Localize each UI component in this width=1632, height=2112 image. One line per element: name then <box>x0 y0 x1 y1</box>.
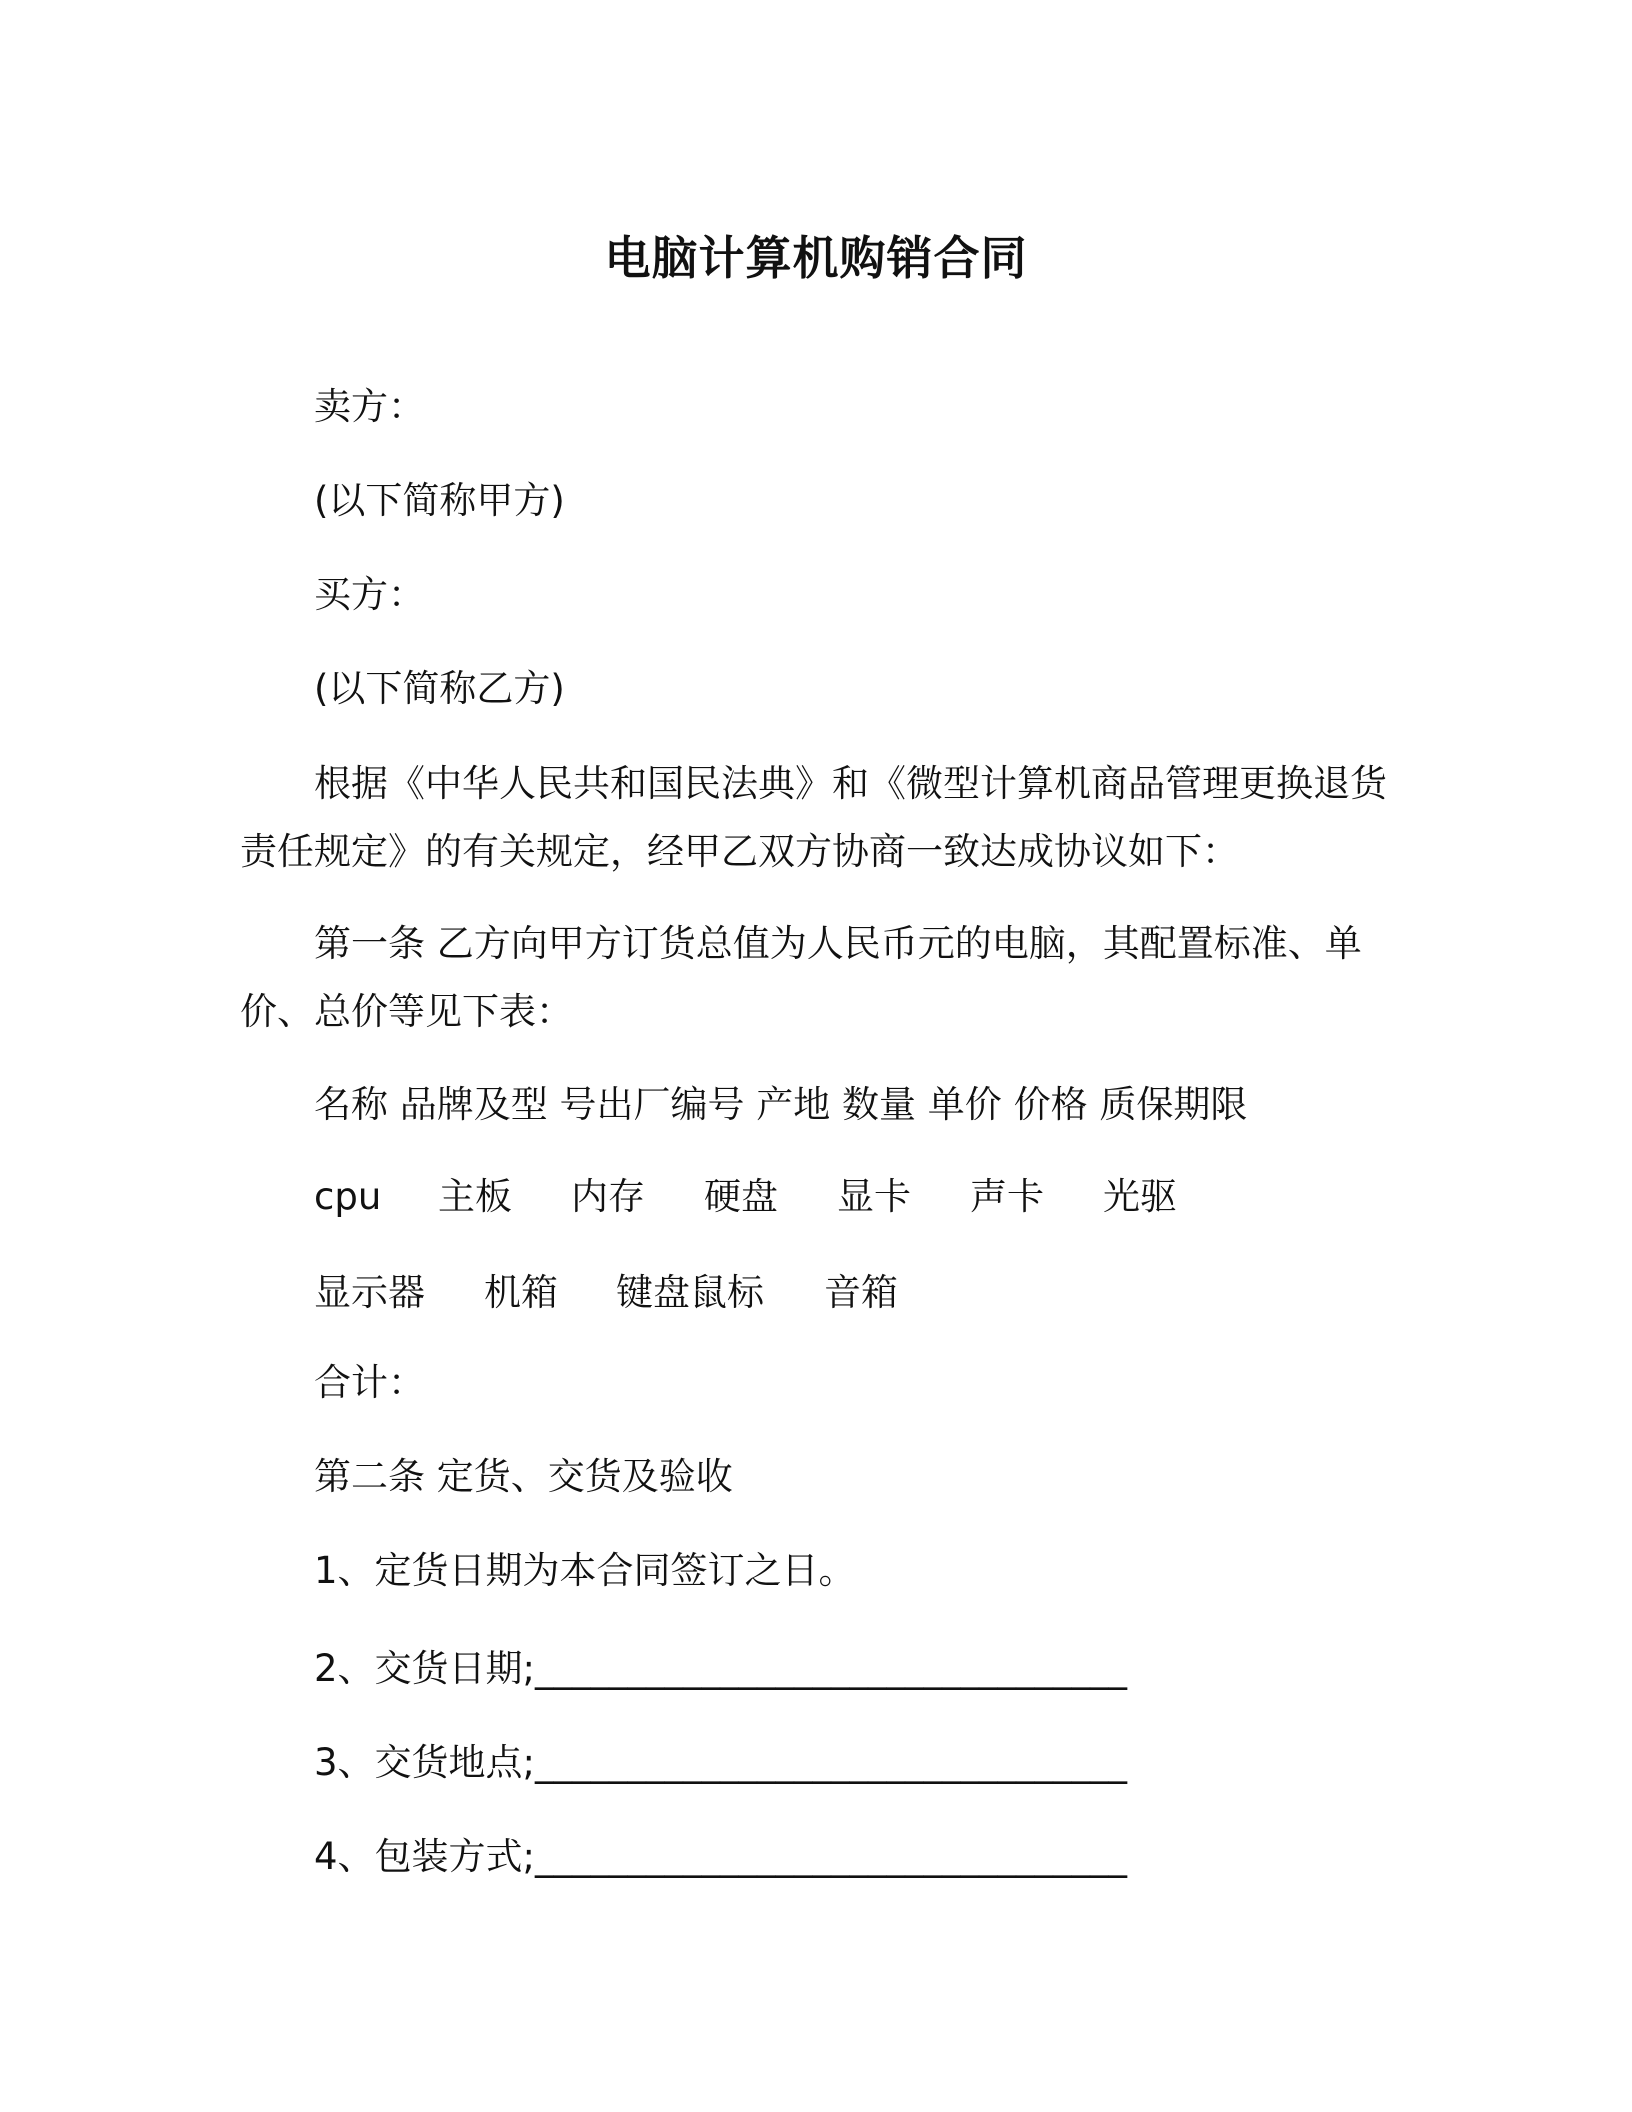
component-cpu: cpu <box>314 1175 382 1218</box>
article-2-title: 第二条 定货、交货及验收 <box>314 1455 733 1498</box>
component-soundcard: 声卡 <box>970 1175 1044 1218</box>
component-memory: 内存 <box>571 1175 645 1218</box>
article-2-item-1: 1、定货日期为本合同签订之日。 <box>314 1549 856 1592</box>
component-mainboard: 主板 <box>438 1175 512 1218</box>
total-label: 合计： <box>314 1361 425 1404</box>
buyer-label: 买方： <box>314 573 425 616</box>
component-optical-drive: 光驱 <box>1103 1175 1177 1218</box>
article-2-item-4: 4、包装方式;________________________________ <box>314 1835 1128 1878</box>
component-keyboard-mouse: 键盘鼠标 <box>616 1271 764 1314</box>
component-harddisk: 硬盘 <box>704 1175 778 1218</box>
component-graphics: 显卡 <box>837 1175 911 1218</box>
document-title: 电脑计算机购销合同 <box>604 231 1028 285</box>
table-header-row: 名称 品牌及型 号出厂编号 产地 数量 单价 价格 质保期限 <box>314 1083 1248 1126</box>
component-speakers: 音箱 <box>824 1271 898 1314</box>
seller-label: 卖方： <box>314 385 425 428</box>
buyer-alias: (以下简称乙方) <box>314 667 565 710</box>
article-2-item-2: 2、交货日期;________________________________ <box>314 1647 1128 1690</box>
article-2-item-3: 3、交货地点;________________________________ <box>314 1741 1128 1784</box>
components-row-2 <box>314 1258 898 1328</box>
component-case: 机箱 <box>484 1271 558 1314</box>
article-1-paragraph: 第一条 乙方向甲方订货总值为人民币元的电脑，其配置标准、单价、总价等见下表： <box>240 922 1362 1033</box>
preamble-paragraph: 根据《中华人民共和国民法典》和《微型计算机商品管理更换退货责任规定》的有关规定，经甲乙双方协商一致达成协议如下： <box>240 762 1387 873</box>
component-monitor: 显示器 <box>314 1271 425 1314</box>
seller-alias: (以下简称甲方) <box>314 479 565 522</box>
components-row-1 <box>314 1162 1177 1232</box>
